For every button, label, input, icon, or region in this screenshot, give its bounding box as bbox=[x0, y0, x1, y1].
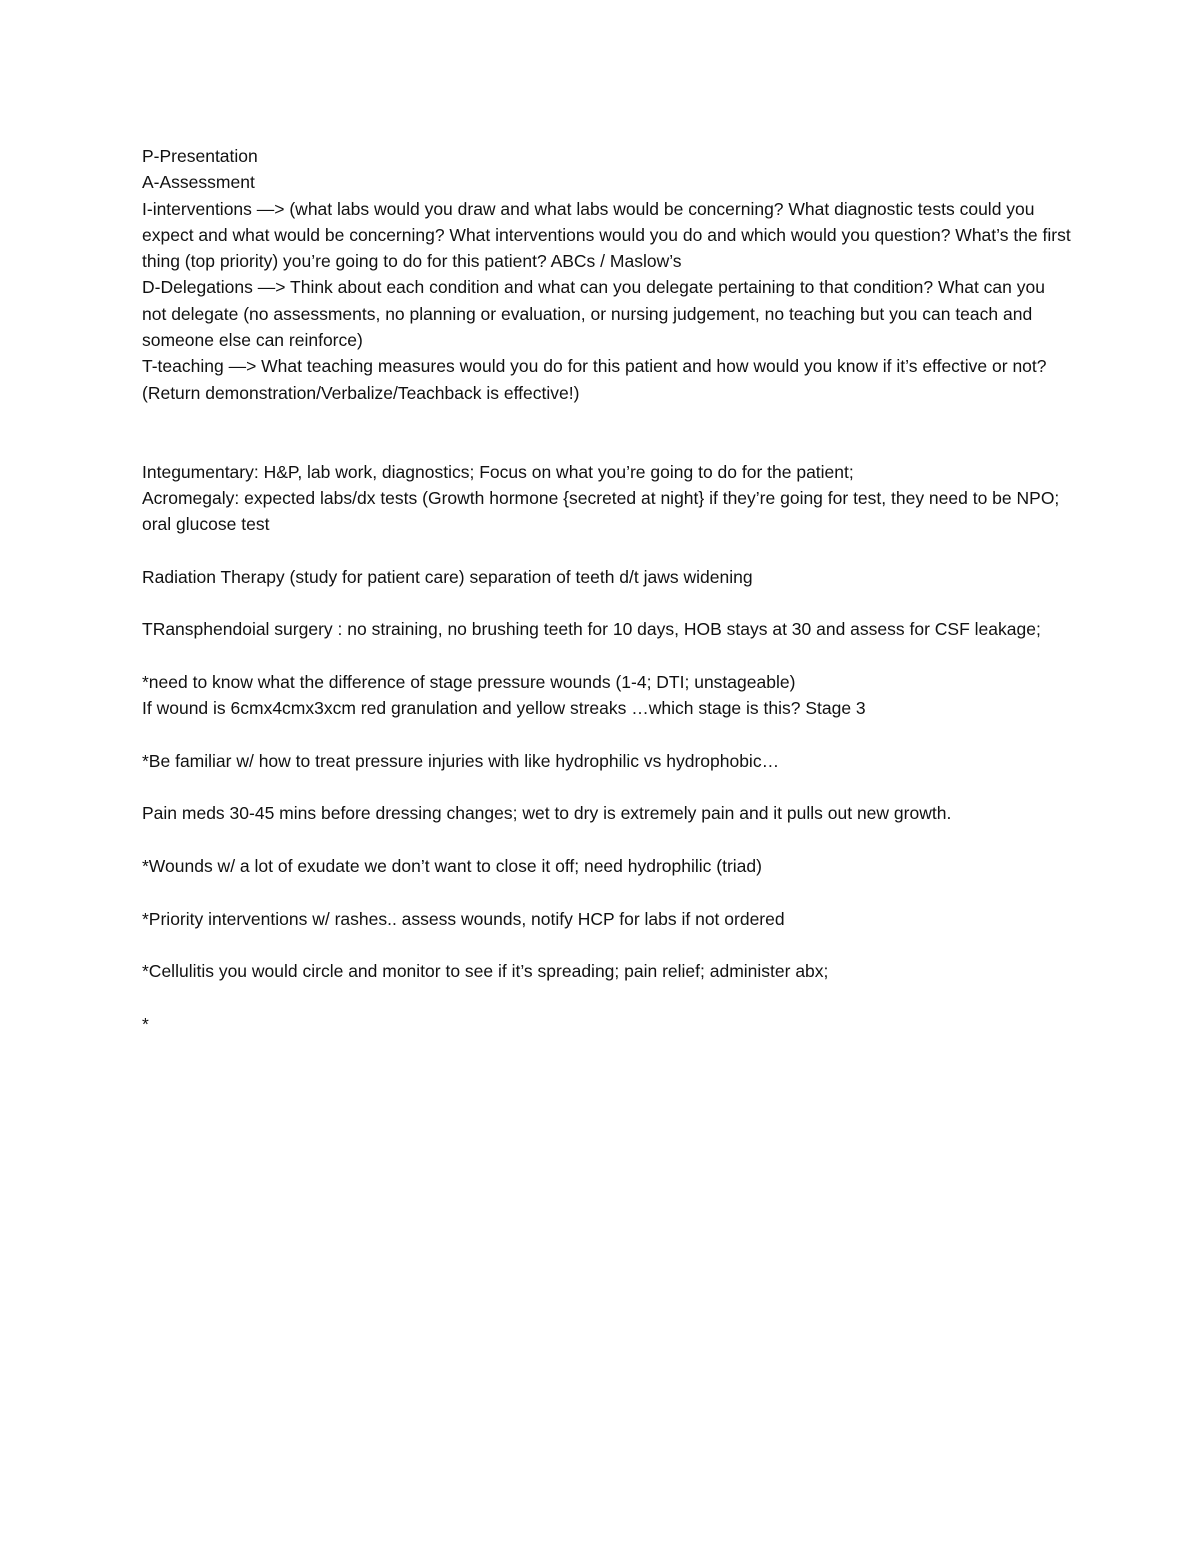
spacer bbox=[142, 932, 1072, 958]
pressure-stages-note: *need to know what the difference of stage pressure wounds (1-4; DTI; unstageable) bbox=[142, 671, 796, 692]
pain-meds-note: Pain meds 30-45 mins before dressing changes; wet to dry is extremely pain and it pulls out new growth. bbox=[142, 803, 952, 824]
integumentary-note: Integumentary: H&P, lab work, diagnostics; Focus on what you’re going to do for the patient; bbox=[142, 461, 854, 482]
spacer bbox=[142, 879, 1072, 905]
spacer bbox=[142, 406, 1072, 459]
pidt-framework bbox=[142, 143, 1076, 406]
document-body bbox=[142, 143, 1076, 1037]
pidt-assessment: A-Assessment bbox=[142, 172, 255, 193]
pidt-delegations: D-Delegations —> Think about each condition and what can you delegate pertaining to that condition? What can you not delegate (no assessments, no planning or evaluation, or nursing judgement, no teaching but you can teach and someone else can reinforce) bbox=[142, 277, 1050, 351]
spacer bbox=[142, 590, 1072, 616]
radiation-note: Radiation Therapy (study for patient care) separation of teeth d/t jaws widening bbox=[142, 566, 753, 587]
pidt-interventions: I-interventions —> (what labs would you draw and what labs would be concerning? What diagnostic tests could you expect and what would be concerning? What interventions would you do and which would you question? What’s the first thing (top priority) you’re going to do for this patient? ABCs / Maslow’s bbox=[142, 198, 1076, 272]
treat-injuries-note: *Be familiar w/ how to treat pressure injuries with like hydrophilic vs hydrophobic… bbox=[142, 750, 780, 771]
spacer bbox=[142, 985, 1072, 1011]
spacer bbox=[142, 722, 1072, 748]
spacer bbox=[142, 537, 1072, 563]
spacer bbox=[142, 827, 1072, 853]
pidt-presentation: P-Presentation bbox=[142, 146, 258, 166]
pidt-teaching: T-teaching —> What teaching measures would you do for this patient and how would you know if it’s effective or not? (Return demonstration/Verbalize/Teachback is effective!) bbox=[142, 356, 1052, 403]
cellulitis-note: *Cellulitis you would circle and monitor to see if it’s spreading; pain relief; administer abx; bbox=[142, 961, 829, 982]
pressure-wound-section bbox=[142, 669, 1072, 722]
spacer bbox=[142, 774, 1072, 800]
trailing-asterisk: * bbox=[142, 1013, 149, 1034]
exudate-note: *Wounds w/ a lot of exudate we don’t want to close it off; need hydrophilic (triad) bbox=[142, 856, 762, 877]
integumentary-section bbox=[142, 459, 1072, 538]
rashes-note: *Priority interventions w/ rashes.. assess wounds, notify HCP for labs if not ordered bbox=[142, 908, 785, 929]
acromegaly-note: Acromegaly: expected labs/dx tests (Growth hormone {secreted at night} if they’re going for test, they need to be NPO; oral glucose test bbox=[142, 487, 1065, 535]
transphenoidal-note: TRansphendoial surgery : no straining, no brushing teeth for 10 days, HOB stays at 30 and assess for CSF leakage; bbox=[142, 619, 1041, 640]
wound-stage-question: If wound is 6cmx4cmx3xcm red granulation and yellow streaks …which stage is this? Stage 3 bbox=[142, 698, 866, 719]
spacer bbox=[142, 643, 1072, 669]
